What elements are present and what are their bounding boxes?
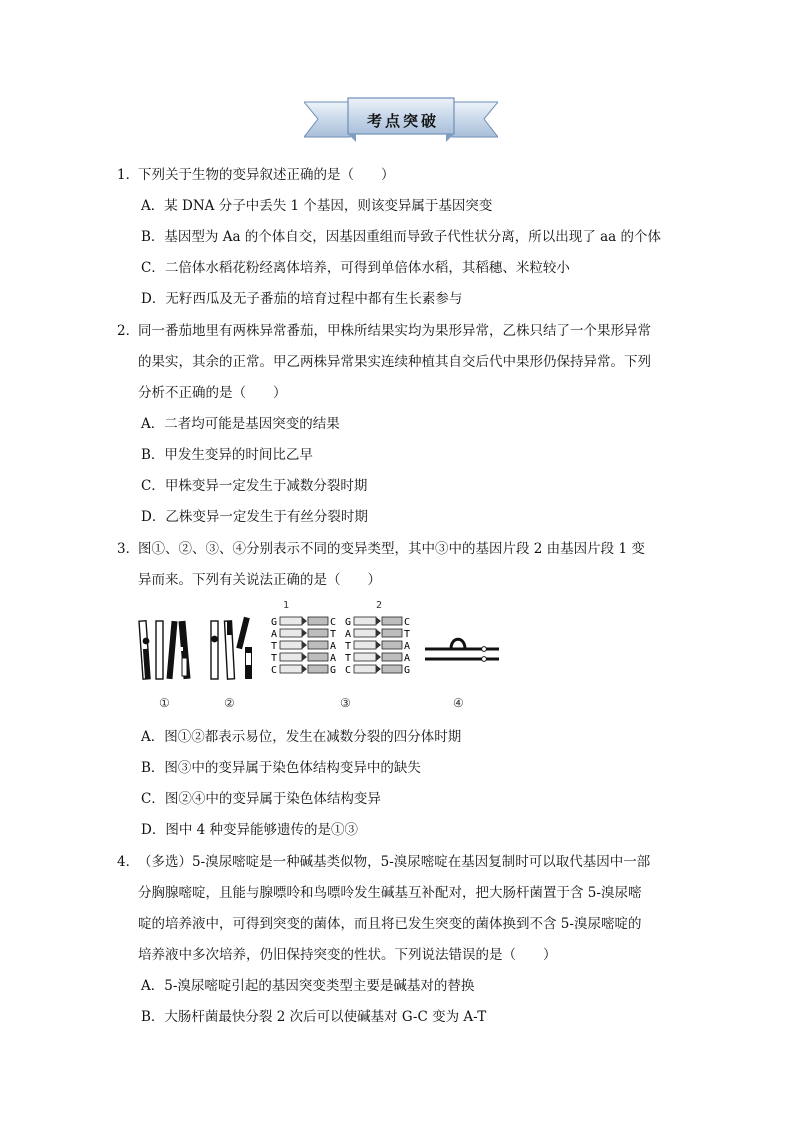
segment-1-left-bar [280,617,302,625]
figure-label-3: ③ [340,696,351,710]
segment-label-1: 1 [283,600,290,611]
segment-1-pair-arrow [302,641,307,649]
figure-2-chromosomes [211,617,252,679]
question-3-stem-line-1: 图①、②、③、④分别表示不同的变异类型，其中③中的基因片段 2 由基因片段 1 变 [138,541,645,557]
segment-2-right-bar [382,629,402,637]
question-3-option-c: C．图②④中的变异属于染色体结构变异 [141,791,381,807]
figure-1-chromosomes [139,621,191,679]
segment-2-left-bar [354,617,376,625]
segment-1-pair-arrow [302,665,307,673]
segment-2-right-bar [382,617,402,625]
figure-label-2: ② [224,696,235,710]
segment-1-pair-arrow [302,617,307,625]
question-2-stem-line-3: 分析不正确的是（ ） [138,385,287,401]
segment-1-right-base: T [330,629,337,640]
figure-4-loop [425,639,499,661]
question-1-stem: 下列关于生物的变异叙述正确的是（ ） [138,167,395,183]
question-4-option-a: A．5-溴尿嘧啶引起的基因突变类型主要是碱基对的替换 [141,978,475,994]
question-3-figure [133,600,503,713]
question-3-stem-line-2: 异而来。下列有关说法正确的是（ ） [138,572,381,588]
segment-1-left-bar [280,629,302,637]
segment-2-left-base: A [345,629,352,640]
segment-2-pair-arrow [376,641,381,649]
segment-1-right-bar [308,653,328,661]
segment-1-left-base: T [271,641,278,652]
segment-1-right-base: A [330,653,337,664]
question-4-option-b: B．大肠杆菌最快分裂 2 次后可以使碱基对 G-C 变为 A-T [141,1009,487,1025]
segment-2-right-base: G [404,665,411,676]
segment-2-right-bar [382,641,402,649]
segment-2-right-bar [382,665,402,673]
segment-1-right-base: C [330,617,337,628]
figure-label-4: ④ [453,696,464,710]
question-4-stem-line-1: （多选）5-溴尿嘧啶是一种碱基类似物，5-溴尿嘧啶在基因复制时可以取代基因中一部 [138,854,651,870]
question-2-option-d: D．乙株变异一定发生于有丝分裂时期 [141,509,368,525]
question-1-option-a: A．某 DNA 分子中丢失 1 个基因，则该变异属于基因突变 [141,198,493,214]
question-4-stem-line-2: 分胸腺嘧啶，且能与腺嘌呤和鸟嘌呤发生碱基互补配对，把大肠杆菌置于含 5-溴尿嘧 [138,885,642,901]
question-2-stem-line-2: 的果实，其余的正常。甲乙两株异常果实连续种植其自交后代中果形仍保持异常。下列 [138,354,651,370]
question-2-option-b: B．甲发生变异的时间比乙早 [141,447,313,463]
segment-1-right-bar [308,665,328,673]
question-4-number: 4． [117,854,140,870]
segment-1-right-bar [308,641,328,649]
segment-2-left-bar [354,653,376,661]
segment-1-right-bar [308,617,328,625]
segment-1-left-bar [280,653,302,661]
question-4-stem-line-3: 啶的培养液中，可得到突变的菌体，而且将已发生突变的菌体换到不含 5-溴尿嘧啶的 [138,916,642,932]
segment-2-right-base: C [404,617,411,628]
question-4-stem-line-4: 培养液中多次培养，仍旧保持突变的性状。下列说法错误的是（ ） [138,947,557,963]
question-3-option-d: D．图中 4 种变异能够遗传的是①③ [141,822,358,838]
segment-1-pair-arrow [302,629,307,637]
question-3-option-b: B．图③中的变异属于染色体结构变异中的缺失 [141,760,421,776]
segment-2-right-base: A [404,641,411,652]
question-2-number: 2． [117,323,140,339]
figure-3-gene-segment-1 [271,617,336,676]
question-1-number: 1． [117,167,140,183]
question-1-option-b: B．基因型为 Aa 的个体自交，因基因重组而导致子代性状分离，所以出现了 aa 的个体 [141,229,661,245]
figure-3-gene-segment-2 [345,617,410,676]
segment-2-pair-arrow [376,629,381,637]
segment-2-left-bar [354,641,376,649]
segment-1-pair-arrow [302,653,307,661]
question-1-option-c: C．二倍体水稻花粉经离体培养，可得到单倍体水稻，其稻穗、米粒较小 [141,260,570,276]
segment-1-left-base: A [271,629,278,640]
segment-1-left-base: C [271,665,278,676]
variation-diagram [133,603,503,693]
segment-2-left-base: T [345,653,352,664]
question-2-stem-line-1: 同一番茄地里有两株异常番茄，甲株所结果实均为果形异常，乙株只结了一个果形异常 [138,323,651,339]
segment-1-right-base: A [330,641,337,652]
segment-2-left-base: G [345,617,352,628]
segment-1-left-base: G [271,617,278,628]
question-1-option-d: D．无籽西瓜及无子番茄的培育过程中都有生长素参与 [141,291,463,307]
segment-2-pair-arrow [376,665,381,673]
segment-2-right-base: T [404,629,411,640]
segment-2-left-bar [354,665,376,673]
segment-2-left-base: C [345,665,352,676]
segment-2-right-bar [382,653,402,661]
segment-1-left-bar [280,665,302,673]
segment-1-right-base: G [330,665,337,676]
segment-1-left-base: T [271,653,278,664]
segment-2-pair-arrow [376,617,381,625]
segment-1-left-bar [280,641,302,649]
segment-2-right-base: A [404,653,411,664]
segment-2-pair-arrow [376,653,381,661]
segment-label-2: 2 [376,600,383,611]
segment-2-left-base: T [345,641,352,652]
question-3-number: 3． [117,541,140,557]
segment-1-right-bar [308,629,328,637]
question-2-option-a: A．二者均可能是基因突变的结果 [141,416,340,432]
question-2-option-c: C．甲株变异一定发生于减数分裂时期 [141,478,368,494]
figure-label-1: ① [159,696,170,710]
segment-2-left-bar [354,629,376,637]
banner-title: 考点突破 [366,112,439,130]
question-3-option-a: A．图①②都表示易位，发生在减数分裂的四分体时期 [141,729,462,745]
